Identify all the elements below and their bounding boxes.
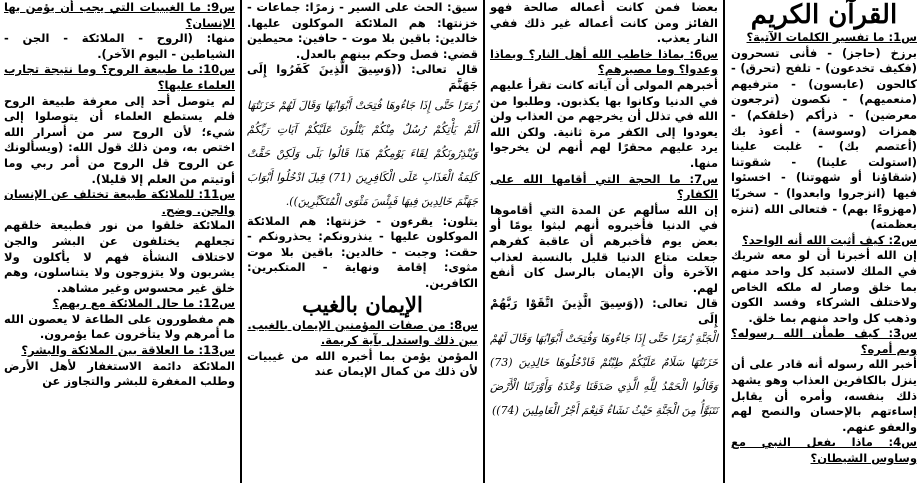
question-8: س8: من صفات المؤمنين الإيمان بالغيب. bbox=[247, 317, 478, 332]
question-3: س3: كيف طمأن الله رسوله؟ وبم أمره؟ bbox=[731, 326, 917, 356]
quran-verse: الْجَنَّةِ زُمَرًا حَتَّى إِذَا جَاءُوهَا وَفُتِحَتْ أَبْوَابُهَا وَقَالَ لَهُمْ خَزَنَتُهَا سَلَامٌ عَلَيْكُمْ طِبْتُمْ فَادْخُلُوهَا خَالِدِينَ (73) وَقَالُوا الْحَمْدُ لِلَّهِ الَّذِي صَدَقَنَا وَعْدَهُ وَأَوْرَثَنَا الْأَرْضَ نَتَبَوَّأُ مِنَ الْجَنَّةِ حَيْثُ نَشَاءُ فَنِعْمَ أَجْرُ الْعَامِلِينَ (74)) bbox=[490, 332, 718, 418]
question-4: س4: ماذا يفعل النبي مع وساوس الشيطان؟ bbox=[731, 435, 917, 466]
question-10: س10: ما طبيعة الروح؟ وما نتيجة تجارب العلماء عليها؟ bbox=[4, 62, 235, 92]
verse-intro: قال تعالى: ((وَسِيقَ الَّذِينَ كَفَرُوا إِلَى جَهَنَّمَ bbox=[247, 62, 478, 92]
question-7: س7: ما الحجة التي أقامها الله على الكفار؟ bbox=[490, 171, 718, 202]
answer-11: الملائكة خلقوا من نور فطبيعة خلقهم تجعلهم يختلفون عن البشر والجن لاختلاف النشأة فهم لا يأكلون ولا يشربون ولا يتزوجون ولا يتناسلون، وهم خلق غير محسوس وغير مشاهد. bbox=[4, 218, 235, 295]
vocabulary-gloss: سيق: الحث على السير - زمرًا: جماعات - خزنتها: هم الملائكة الموكلون عليها. خالدين: باقين بلا موت - حافين: محيطين قضي: فصل وحكم بينهم بالعدل. bbox=[247, 0, 478, 61]
question-13: س13: ما العلاقة بين الملائكة والبشر؟ bbox=[21, 343, 235, 358]
vocabulary-gloss: يتلون: يقرءون - خزنتها: هم الملائكة الموكلون عليها - ينذرونكم: يحذرونكم - حقت: وجبت - خالدين: باقين بلا موت مثوى: إقامة ونهاية - المتكبرين: الكافرين. bbox=[247, 213, 478, 290]
answer-3: أخبر الله رسوله أنه قادر على أن ينزل بالكافرين العذاب وهو يشهد ذلك بنفسه، وأمره أن يقابل إساءتهم بالإحسان والنصح لهم والعفو عنهم. bbox=[731, 357, 917, 434]
answer-13: الملائكة دائمة الاستغفار لأهل الأرض وطلب المغفرة للبشر والتجاوز عن bbox=[4, 358, 235, 389]
answer-1: برزخ (حاجز) - فأنى تسحرون (فكيف تخدعون) - تلفح (تحرق) - كالحون (عابسون) - مترفيهم (منعميهم) - نكصون (ترجعون معرضين) - ذرأكم (خلقكم) - همزات (وسوسة) - أعوذ بك (أعتصم بك) - غلبت علينا (استولت علينا) - شقوتنا (شقاؤنا أو شهوتنا) - اخسئوا فيها (انزجروا وابعدوا) - سخريًا (مهزوءًا بهم) - فتعالى الله (تنزه بعظمته) bbox=[731, 45, 917, 232]
question-11: س11: للملائكة طبيعة تختلف عن الإنسان والجن. وضح. bbox=[4, 187, 235, 217]
column-divider bbox=[723, 0, 725, 483]
question-1: س1: ما تفسير الكلمات الآتية؟ bbox=[746, 30, 917, 44]
column-divider bbox=[483, 0, 485, 483]
answer-2: إن الله أخبرنا أن لو معه شريك في الملك لاستبد كل واحد منهم بما خلق وصار له ملكه الخاص ولاختلف الشركاء وفسد الكون وذهب كل واحد منهم بما خلق. bbox=[731, 248, 917, 325]
answer-6: أخبرهم المولى أن آياته كانت تقرأ عليهم في الدنيا وكانوا بها يكذبون. وطلبوا من الله في تذلل أن يخرجهم من العذاب ولن يعودوا إلى الكفر مرة ثانية. ولكن الله يرد عليهم محقرًا لهم أنهم لن يخرجوا منها. bbox=[490, 77, 718, 170]
verse-intro: قال تعالى: ((وَسِيقَ الَّذِينَ اتَّقَوْا رَبَّهُمْ إِلَى bbox=[490, 296, 718, 326]
question-9: س9: ما الغيبيات التي يجب أن يؤمن بها الإنسان؟ bbox=[4, 0, 235, 30]
answer-10: لم يتوصل أحد إلى معرفة طبيعة الروح فلم يستطع العلماء أن يتوصلوا إلى شيء؛ لأن الروح سر من أسرار الله اختص به، ومن ذلك قول الله: (ويسألونك عن الروح قل الروح من أمر ربي وما أوتيتم من العلم إلا قليلا). bbox=[4, 93, 235, 186]
answer-9: منها: (الروح - الملائكة - الجن - الشياطين - اليوم الآخر). bbox=[4, 31, 235, 61]
answer-7: إن الله سألهم عن المدة التي أقاموها في الدنيا فأخبروه أنهم لبثوا يومًا أو بعض يوم فأخبرهم أن عاقبة كفرهم جعلت متاع الدنيا قليل بالنسبة لعذاب الآخرة وأن الإيمان بالرسل كان أنفع لهم. bbox=[490, 202, 718, 295]
column-two bbox=[486, 0, 722, 483]
answer-12: هم مفطورون على الطاعة لا يعصون الله ما أمرهم ولا يتأخرون عما يؤمرون. bbox=[4, 311, 235, 342]
question-8-part-b: بين ذلك واستدل بآية كريمة. bbox=[320, 333, 478, 348]
column-three bbox=[243, 0, 482, 483]
section-title-quran: القرآن الكريم bbox=[750, 0, 898, 30]
column-four bbox=[0, 0, 239, 483]
question-2: س2: كيف أثبت الله أنه الواحد؟ bbox=[742, 232, 917, 247]
quran-verse: زُمَرًا حَتَّى إِذَا جَاءُوهَا فُتِحَتْ أَبْوَابُهَا وَقَالَ لَهُمْ خَزَنَتُهَا أَلَمْ يَأْتِكُمْ رُسُلٌ مِنْكُمْ يَتْلُونَ عَلَيْكُمْ آيَاتِ رَبِّكُمْ وَيُنْذِرُونَكُمْ لِقَاءَ يَوْمِكُمْ هَذَا قَالُوا بَلَى وَلَكِنْ حَقَّتْ كَلِمَةُ الْعَذَابِ عَلَى الْكَافِرِينَ (71) قِيلَ ادْخُلُوا أَبْوَابَ جَهَنَّمَ خَالِدِينَ فِيهَا فَبِئْسَ مَثْوَى الْمُتَكَبِّرِينَ)). bbox=[247, 98, 478, 208]
continued-text: بعضا فمن كانت أعماله صالحة فهو الفائز ومن كانت أعماله غير ذلك ففي النار يعذب. bbox=[490, 0, 718, 46]
column-quran bbox=[727, 0, 921, 483]
question-6: س6: بماذا خاطب الله أهل النار؟ وبماذا وعدوا؟ وما مصيرهم؟ bbox=[490, 46, 718, 77]
answer-8: المؤمن يؤمن بما أخبره الله من غيبيات لأن ذلك من كمال الإيمان عند bbox=[247, 348, 478, 379]
column-divider bbox=[240, 0, 242, 483]
section-title-faith: الإيمان بالغيب bbox=[302, 291, 423, 317]
question-12: س12: ما حال الملائكة مع ربهم؟ bbox=[52, 296, 235, 311]
